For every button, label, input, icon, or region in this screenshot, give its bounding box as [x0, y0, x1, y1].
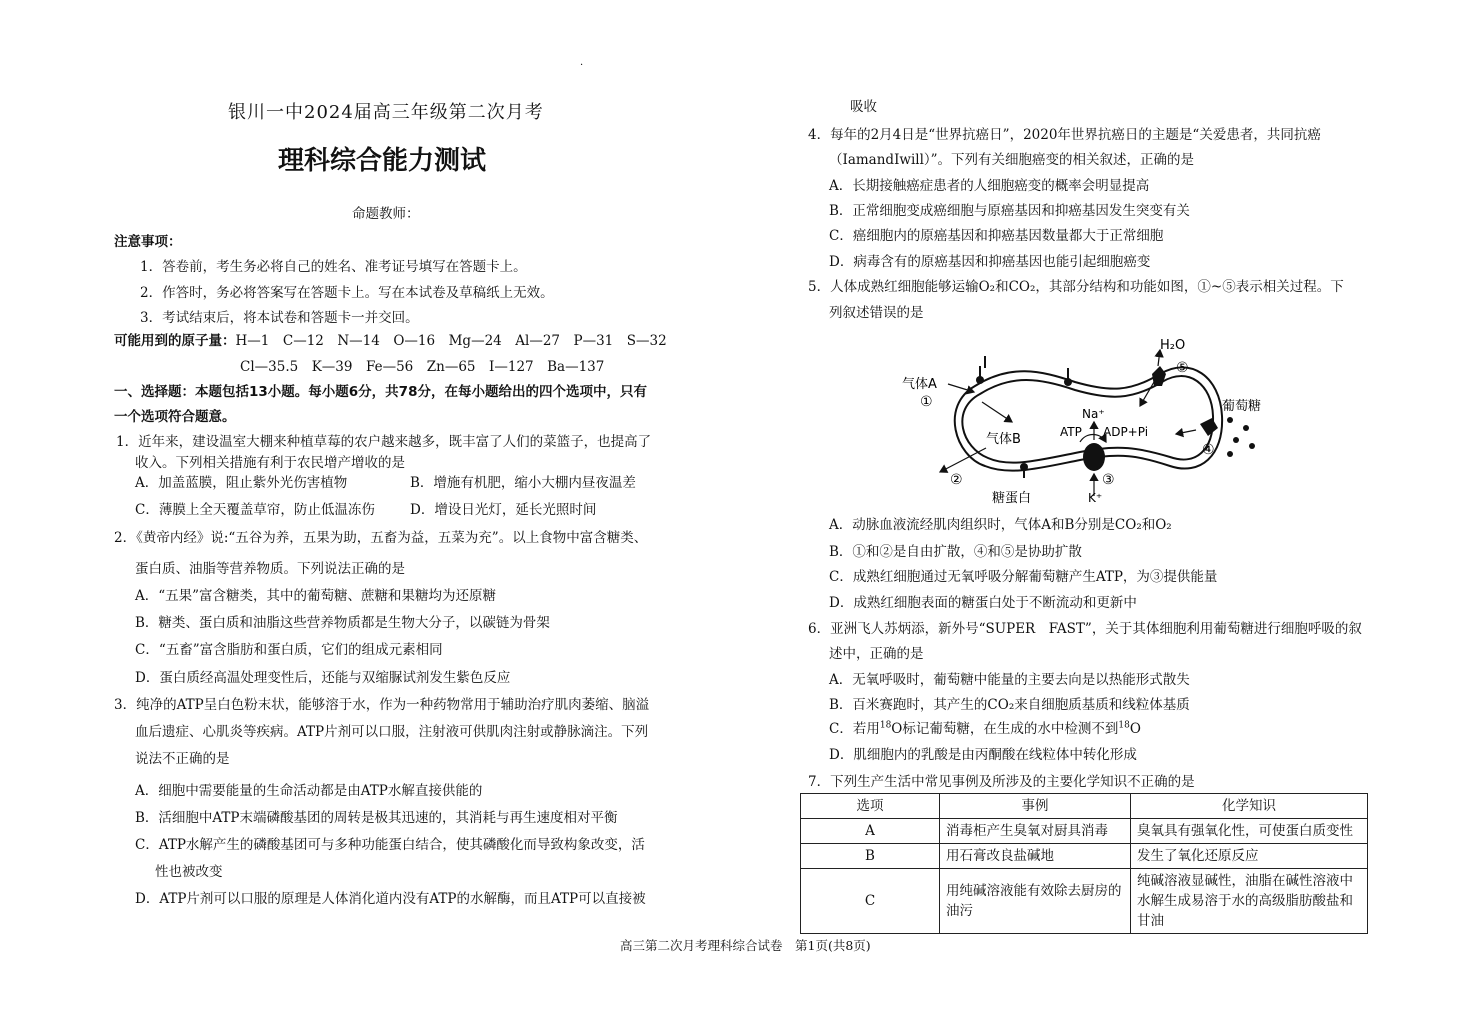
table-row [801, 819, 1368, 844]
label-process-1: ① [920, 394, 933, 410]
question-5-option-a: A．动脉血液流经肌肉组织时，气体A和B分别是CO₂和O₂ [829, 517, 1172, 533]
question-4-stem: 4．每年的2月4日是“世界抗癌日”，2020年世界抗癌日的主题是“关爱患者，共同抗癌 [808, 127, 1321, 143]
red-blood-cell-diagram [900, 336, 1270, 508]
notice-item: 3．考试结束后，将本试卷和答题卡一并交回。 [140, 310, 419, 326]
label-process-5: ⑤ [1176, 360, 1189, 376]
label-glycoprotein: 糖蛋白 [992, 491, 1032, 506]
atomic-mass-line-1 [114, 329, 667, 349]
table-row [801, 844, 1368, 869]
question-3-option-c: C．ATP水解产生的磷酸基团可与多种功能蛋白结合，使其磷酸化而导致构象改变，活 [135, 837, 645, 853]
question-6-option-a: A．无氧呼吸时，葡萄糖中能量的主要去向是以热能形式散失 [829, 672, 1190, 688]
question-1-option-c: C．薄膜上全天覆盖草帘，防止低温冻伤 [135, 502, 375, 518]
table-cell: B [801, 844, 940, 869]
arrow-water-in [1140, 382, 1154, 406]
label-gas-a: 气体A [902, 377, 937, 392]
question-3-option-b: B．活细胞中ATP末端磷酸基团的周转是极其迅速的，其消耗与再生速度相对平衡 [135, 810, 618, 826]
question-4-option-c: C．癌细胞内的原癌基因和抑癌基因数量都大于正常细胞 [829, 228, 1164, 244]
question-4-option-d: D．病毒含有的原癌基因和抑癌基因也能引起细胞癌变 [829, 254, 1151, 270]
question-5-option-b: B．①和②是自由扩散，④和⑤是协助扩散 [829, 544, 1082, 560]
question-2-option-b: B．糖类、蛋白质和油脂这些营养物质都是生物大分子，以碳链为骨架 [135, 615, 550, 631]
option-c-middle: O标记葡萄糖，在生成的水中检测不到 [891, 721, 1119, 737]
question-2-option-a: A．“五果”富含糖类，其中的葡萄糖、蔗糖和果糖均为还原糖 [135, 588, 497, 604]
atomic-mass-label: 可能用到的原子量： [114, 333, 236, 349]
question-4-option-b: B．正常细胞变成癌细胞与原癌基因和抑癌基因发生突变有关 [829, 203, 1190, 219]
question-5-stem-cont: 列叙述错误的是 [829, 305, 924, 321]
question-3-option-a: A．细胞中需要能量的生命活动都是由ATP水解直接供能的 [135, 783, 483, 799]
question-1-option-d: D．增设日光灯，延长光照时间 [410, 502, 597, 518]
question-1-stem: 1．近年来，建设温室大棚来种植草莓的农户越来越多，既丰富了人们的菜篮子，也提高了 [116, 434, 652, 450]
table-header: 事例 [940, 794, 1131, 819]
question-4-option-a: A．长期接触癌症患者的人细胞癌变的概率会明显提高 [829, 178, 1150, 194]
question-5-stem: 5．人体成熟红细胞能够运输O₂和CO₂，其部分结构和功能如图，①~⑤表示相关过程。下 [808, 279, 1344, 295]
table-row [801, 869, 1368, 934]
table-cell: 消毒柜产生臭氧对厨具消毒 [940, 819, 1131, 844]
label-process-3: ③ [1102, 472, 1115, 488]
mass-number: 18 [879, 720, 892, 731]
question-5-option-d: D．成熟红细胞表面的糖蛋白处于不断流动和更新中 [829, 595, 1137, 611]
question-2-stem-cont: 蛋白质、油脂等营养物质。下列说法正确的是 [135, 561, 405, 577]
question-6-option-c [829, 717, 1141, 737]
page-footer: 高三第二次月考理科综合试卷 第1页(共8页) [620, 938, 871, 953]
question-1-stem-cont: 收入。下列相关措施有利于农民增产增收的是 [135, 455, 405, 471]
arrow-gas-a [982, 402, 1012, 422]
top-dot: · [580, 60, 584, 71]
label-potassium: K⁺ [1088, 491, 1103, 505]
question-2-option-c: C．“五畜”富含脂肪和蛋白质，它们的组成元素相同 [135, 642, 443, 658]
table-cell: A [801, 819, 940, 844]
label-gas-b: 气体B [986, 432, 1021, 447]
question-5-option-c: C．成熟红细胞通过无氧呼吸分解葡萄糖产生ATP，为③提供能量 [829, 569, 1218, 585]
chemistry-table [800, 793, 1368, 934]
question-6-option-d: D．肌细胞内的乳酸是由丙酮酸在线粒体中转化形成 [829, 747, 1137, 763]
question-3-stem: 3．纯净的ATP呈白色粉末状，能够溶于水，作为一种药物常用于辅助治疗肌肉萎缩、脑溢 [114, 697, 650, 713]
glucose-transporter [1200, 418, 1218, 436]
question-6-stem-cont: 述中，正确的是 [829, 646, 924, 662]
table-header-row [801, 794, 1368, 819]
sodium-potassium-pump [1083, 443, 1105, 471]
option-c-end: O [1129, 721, 1141, 737]
question-2-stem: 2．《黄帝内经》说:“五谷为养，五果为助，五畜为益，五菜为充”。以上食物中富含糖类、 [114, 530, 648, 546]
atomic-mass-values: H—1 C—12 N—14 O—16 Mg—24 Al—27 P—31 S—32 [235, 333, 667, 349]
table-cell: 纯碱溶液显碱性，油脂在碱性溶液中水解生成易溶于水的高级脂肪酸盐和甘油 [1131, 869, 1368, 934]
arrow-2 [940, 448, 986, 472]
table-cell: C [801, 869, 940, 934]
question-3-stem-cont-2: 说法不正确的是 [135, 751, 230, 767]
table-cell: 用石膏改良盐碱地 [940, 844, 1131, 869]
question-4-stem-cont: （IamandIwill）”。下列有关细胞癌变的相关叙述，正确的是 [829, 152, 1195, 168]
label-water: H₂O [1160, 338, 1186, 353]
glucose-molecules [1227, 417, 1255, 457]
question-2-option-d: D．蛋白质经高温处理变性后，还能与双缩脲试剂发生紫色反应 [135, 670, 511, 686]
author-line: 命题教师： [352, 206, 420, 222]
label-sodium: Na⁺ [1082, 407, 1105, 421]
question-6-option-b: B．百米赛跑时，其产生的CO₂来自细胞质基质和线粒体基质 [829, 697, 1190, 713]
question-3-option-d-cont: 吸收 [850, 99, 877, 115]
table-header: 选项 [801, 794, 940, 819]
question-6-stem: 6．亚洲飞人苏炳添，新外号“SUPER FAST”，关于其体细胞利用葡萄糖进行细胞呼吸的叙 [808, 621, 1362, 637]
atomic-mass-line-2: Cl—35.5 K—39 Fe—56 Zn—65 I—127 Ba—137 [240, 359, 605, 375]
label-process-4: ④ [1202, 442, 1215, 458]
question-3-stem-cont: 血后遗症、心肌炎等疾病。ATP片剂可以口服，注射液可供肌肉注射或静脉滴注。下列 [135, 724, 649, 740]
question-7-stem: 7．下列生产生活中常见事例及所涉及的主要化学知识不正确的是 [808, 774, 1195, 790]
section-heading-cont: 一个选项符合题意。 [114, 409, 236, 425]
label-glucose: 葡萄糖 [1222, 399, 1262, 414]
exam-subtitle: 理科综合能力测试 [278, 146, 487, 176]
table-cell: 臭氧具有强氧化性，可使蛋白质变性 [1131, 819, 1368, 844]
notice-item: 1．答卷前，考生务必将自己的姓名、准考证号填写在答题卡上。 [140, 259, 527, 275]
arrow-glucose [1176, 430, 1196, 434]
exam-title: 银川一中2024届高三年级第二次月考 [228, 102, 544, 123]
table-cell: 发生了氧化还原反应 [1131, 844, 1368, 869]
label-atp: ATP [1060, 425, 1082, 439]
mass-number: 18 [1118, 720, 1130, 731]
section-heading: 一、选择题：本题包括13小题。每小题6分，共78分，在每小题给出的四个选项中，只有 [114, 384, 647, 400]
question-1-option-b: B．增施有机肥，缩小大棚内昼夜温差 [410, 475, 636, 491]
label-adp: ADP+Pi [1103, 425, 1149, 439]
option-c-prefix: C．若用 [829, 721, 880, 737]
notice-item: 2．作答时，务必将答案写在答题卡上。写在本试卷及草稿纸上无效。 [140, 285, 554, 301]
label-process-2: ② [950, 472, 963, 488]
table-cell: 用纯碱溶液能有效除去厨房的油污 [940, 869, 1131, 934]
question-3-option-d: D．ATP片剂可以口服的原理是人体消化道内没有ATP的水解酶，而且ATP可以直接被 [135, 891, 646, 907]
notice-heading: 注意事项： [114, 234, 182, 250]
question-3-option-c-cont: 性也被改变 [155, 864, 223, 880]
question-1-option-a: A．加盖蓝膜，阻止紫外光伤害植物 [135, 475, 348, 491]
table-header: 化学知识 [1131, 794, 1368, 819]
